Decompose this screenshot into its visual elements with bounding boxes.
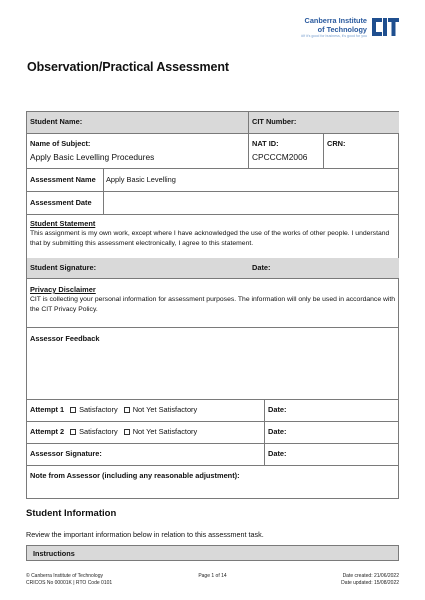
- cit-logo-mark: [370, 15, 400, 39]
- attempt-2-date-label: Date:: [268, 427, 287, 436]
- attempt-2-not-yet-satisfactory-checkbox[interactable]: [124, 429, 130, 435]
- satisfactory-label: Satisfactory: [79, 405, 118, 414]
- footer-date-created: Date created: 21/06/2022: [342, 573, 399, 579]
- student-statement-cell: [27, 214, 399, 258]
- footer-copyright: © Canberra Institute of Technology: [26, 573, 103, 579]
- assessment-date-label: Assessment Date: [30, 198, 92, 207]
- attempt-2-label: Attempt 2: [30, 427, 65, 436]
- privacy-heading: Privacy Disclaimer: [30, 285, 96, 294]
- name-of-subject-label: Name of Subject:: [30, 139, 91, 148]
- assessment-name-label: Assessment Name: [30, 175, 96, 184]
- footer-date-updated: Date updated: 15/08/2022: [341, 580, 399, 586]
- footer-codes: CRICOS No 00001K | RTO Code 0101: [26, 580, 113, 586]
- logo-line2: of Technology: [317, 24, 367, 34]
- student-statement-text: This assignment is my own work, except where I have acknowledged the use of the works of other people. I understand that by submitting this assessment electronically, I agree to this statement.: [30, 230, 390, 247]
- student-date-label: Date:: [248, 258, 399, 278]
- crn-label: CRN:: [327, 139, 346, 148]
- attempt-1-row: [27, 399, 264, 421]
- nat-id-cell: [248, 133, 323, 168]
- logo-tagline: #If it's good for business, it's good for you: [301, 34, 367, 38]
- assessor-date-label: Date:: [268, 449, 287, 458]
- attempt-1-date-label: Date:: [268, 405, 287, 414]
- attempt-1-satisfactory-checkbox[interactable]: [70, 407, 76, 413]
- privacy-text: CIT is collecting your personal information for assessment purposes. The information will only be used in accordance with the CIT Privacy Policy.: [30, 296, 396, 313]
- instructions-header: Instructions: [26, 545, 399, 561]
- page-title: Observation/Practical Assessment: [27, 60, 229, 74]
- student-statement-heading: Student Statement: [30, 219, 96, 228]
- privacy-cell: [27, 278, 399, 327]
- attempt-2-satisfactory-checkbox[interactable]: [70, 429, 76, 435]
- nat-id-value: CPCCCM2006: [252, 152, 308, 162]
- nat-id-label: NAT ID:: [252, 139, 279, 148]
- attempt-1-label: Attempt 1: [30, 405, 65, 414]
- assessor-feedback-label: Assessor Feedback: [30, 334, 100, 343]
- logo-line1: Canberra Institute: [304, 16, 367, 25]
- not-yet-satisfactory-label: Not Yet Satisfactory: [132, 427, 198, 436]
- assessment-name-value: Apply Basic Levelling: [106, 175, 176, 184]
- cit-number-label: CIT Number:: [248, 112, 399, 133]
- review-text: Review the important information below in relation to this assessment task.: [26, 530, 264, 539]
- footer-page-number: Page 1 of 14: [198, 573, 227, 579]
- student-name-label: Student Name:: [27, 112, 248, 133]
- not-yet-satisfactory-label: Not Yet Satisfactory: [132, 405, 198, 414]
- attempt-2-row: [27, 421, 264, 443]
- subject-value: Apply Basic Levelling Procedures: [30, 152, 155, 162]
- satisfactory-label: Satisfactory: [79, 427, 118, 436]
- cit-logo-text: [301, 17, 367, 39]
- note-from-assessor-label: Note from Assessor (including any reasonable adjustment):: [30, 471, 240, 480]
- attempt-1-not-yet-satisfactory-checkbox[interactable]: [124, 407, 130, 413]
- assessment-date-field[interactable]: [103, 191, 399, 214]
- assessment-form: [26, 111, 399, 499]
- student-signature-label: Student Signature:: [27, 258, 248, 278]
- assessor-signature-label: Assessor Signature:: [30, 449, 102, 458]
- subject-cell: [27, 133, 248, 168]
- student-information-heading: Student Information: [26, 508, 117, 519]
- footer-right: [341, 573, 399, 587]
